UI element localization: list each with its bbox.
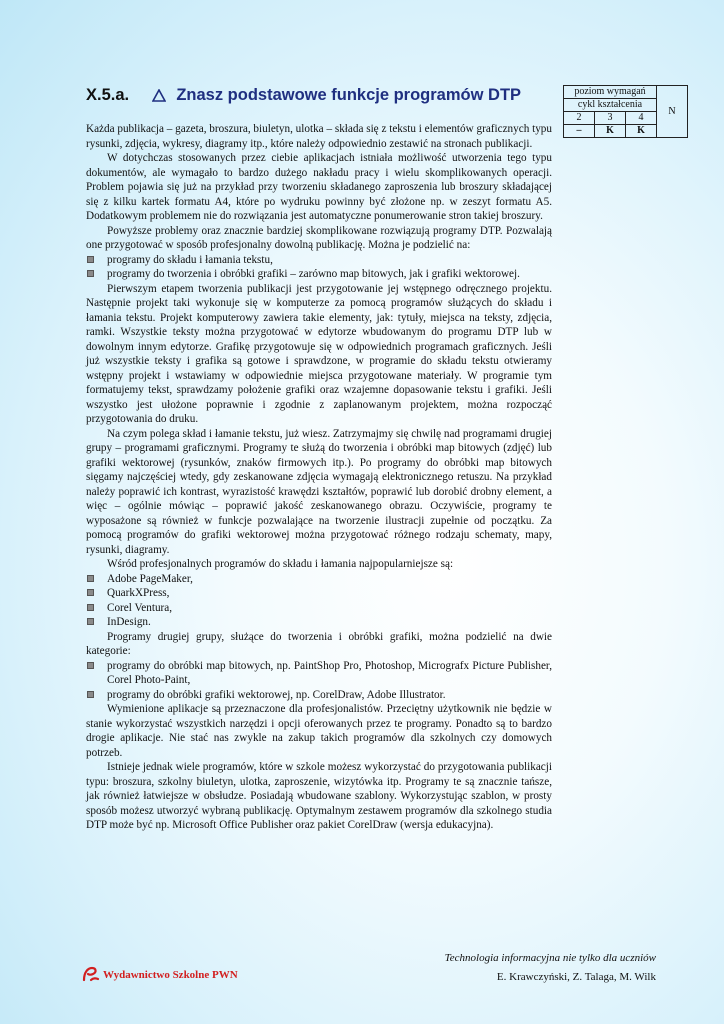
paragraph: Powyższe problemy oraz znacznie bardziej skomplikowane rozwiązują programy DTP. Pozwalają one przygotować w sposób profesjonalny dowolną publikację. Można je podzielić na: (86, 224, 552, 251)
publisher-logo (82, 966, 238, 982)
levels-column-header: 4 (626, 112, 657, 125)
paragraph: W dotychczas stosowanych przez ciebie aplikacjach istniała możliwość utworzenia tego typu dokumentów, ale wymagało to bardzo dużego nakładu pracy i wielu skomplikowanych operacji. Problem pojawia się już na przykład przy tworzeniu składanego zaproszenia lub broszury składającej się z kilku kartek formatu A4, które po wydruku powinny być złożone np. w zeszyt formatu A5. Dodatkowym problemem nie do rozwiązania jest automatyczne ponumerowanie stron takiej broszury. (86, 152, 552, 222)
program-types-list (86, 253, 552, 282)
list-item: programy do obróbki map bitowych, np. PaintShop Pro, Photoshop, Micrografx Picture Publisher, Corel Photo-Paint, (86, 659, 552, 688)
list-item: QuarkXPress, (86, 586, 552, 601)
list-item: Adobe PageMaker, (86, 572, 552, 587)
authors: E. Krawczyński, Z. Talaga, M. Wilk (496, 971, 656, 983)
article-body (86, 122, 552, 833)
pwn-logo-icon (82, 966, 100, 982)
levels-n-cell: N (657, 86, 688, 138)
paragraph: Każda publikacja – gazeta, broszura, biuletyn, ulotka – składa się z tekstu i elementów graficznych typu rysunki, zdjęcia, wykresy, diagramy itp., które należy odpowiednio zestawić na stronach publikacji. (86, 123, 552, 150)
triangle-icon (152, 88, 166, 107)
levels-column-header: 2 (564, 112, 595, 125)
paragraph: Istnieje jednak wiele programów, które w szkole możesz wykorzystać do przygotowania publikacji typu: broszura, szkolny biuletyn, ulotka, zaproszenie, wizytówka itp. Programy te są znacznie tańsze, jak również łatwiejsze w obsłudze. Posiadają wbudowane szablony. Wykorzystując szablon, w prosty sposób możesz utworzyć wybraną publikację. Optymalnym zestawem programów dla szkolnego studia DTP może być np. Microsoft Office Publisher oraz pakiet CorelDraw (wersja edukacyjna). (86, 761, 552, 831)
dtp-programs-list (86, 572, 552, 630)
paragraph: Programy drugiej grupy, służące do tworzenia i obróbki grafiki, można podzielić na dwie kategorie: (86, 630, 552, 657)
list-item: programy do tworzenia i obróbki grafiki – zarówno map bitowych, jak i grafiki wektorowej. (86, 267, 552, 282)
levels-value-cell: – (564, 125, 595, 138)
publisher-name: Wydawnictwo Szkolne PWN (103, 969, 238, 981)
levels-value-cell: K (626, 125, 657, 138)
levels-value-cell: K (595, 125, 626, 138)
book-title: Technologia informacyjna nie tylko dla uczniów (444, 952, 656, 964)
section-number: X.5.a. (86, 86, 130, 104)
section-title: Znasz podstawowe funkcje programów DTP (176, 86, 522, 104)
list-item: programy do składu i łamania tekstu, (86, 253, 552, 268)
list-item: programy do obróbki grafiki wektorowej, np. CorelDraw, Adobe Illustrator. (86, 688, 552, 703)
requirements-table (563, 85, 688, 138)
page-title (86, 86, 521, 107)
levels-cycle-label: cykl kształcenia (564, 99, 657, 112)
paragraph: Wśród profesjonalnych programów do składu i łamania najpopularniejsze są: (107, 558, 454, 570)
levels-column-header: 3 (595, 112, 626, 125)
levels-title: poziom wymagań (564, 86, 657, 99)
list-item: Corel Ventura, (86, 601, 552, 616)
paragraph: Pierwszym etapem tworzenia publikacji jest przygotowanie jej wstępnego odręcznego projektu. Następnie projekt taki wykonuje się w komputerze za pomocą programów służących do składu i łamania tekstu. Projekt komputerowy zawiera takie elementy, jak: tytuły, miejsca na teksty, zdjęcia, ramki. Wszystkie teksty można przygotować w edytorze wbudowanym do programu DTP lub w dowolnym innym edytorze. Grafikę przygotowuje się w odpowiednich programach graficznych. Jeśli już wszystkie teksty i grafika są gotowe i sprawdzone, w programie do składu tekstu otwieramy wstępny projekt i wstawiamy w odpowiednie miejsca przygotowane materiały. W programie tym formatujemy tekst, sprawdzamy położenie grafiki oraz wzajemne dopasowanie tekstu i grafiki. Jeśli wszystko jest ułożone poprawnie i zgodnie z zaplanowanym projektem, można rozpocząć przygotowania do druku. (86, 282, 552, 425)
paragraph: Wymienione aplikacje są przeznaczone dla profesjonalistów. Przeciętny użytkownik nie będzie w stanie wykorzystać wszystkich narzędzi i opcji oferowanych przez te programy. Ponadto są to bardzo drogie aplikacje. Nie stać nas zwykle na zakup takich programów dla szkolnych czy domowych potrzeb. (86, 703, 552, 759)
list-item: InDesign. (86, 615, 552, 630)
paragraph: Na czym polega skład i łamanie tekstu, już wiesz. Zatrzymajmy się chwilę nad programami drugiej grupy – programami graficznymi. Programy te służą do tworzenia i obróbki map bitowych (zdjęć) lub grafiki wektorowej (rysunków, znaków firmowych itp.). Po programy do obróbki map bitowych sięgamy najczęściej wtedy, gdy zeskanowane zdjęcia wymagają elektronicznego retuszu. Na przykład należy poprawić ich kontrast, wyrazistość krawędzi kształtów, poprawić lub dorobić drobny element, a więc – ogólnie mówiąc – poprawić jakość zeskanowanego obrazu. Oczywiście, programy te wyposażone są również w funkcje pozwalające na tworzenie ilustracji zupełnie od początku. Za pomocą programów do grafiki wektorowej można przygotować różnego rodzaju schematy, mapy, rysunki, diagramy. (86, 427, 552, 556)
graphics-programs-list (86, 659, 552, 703)
